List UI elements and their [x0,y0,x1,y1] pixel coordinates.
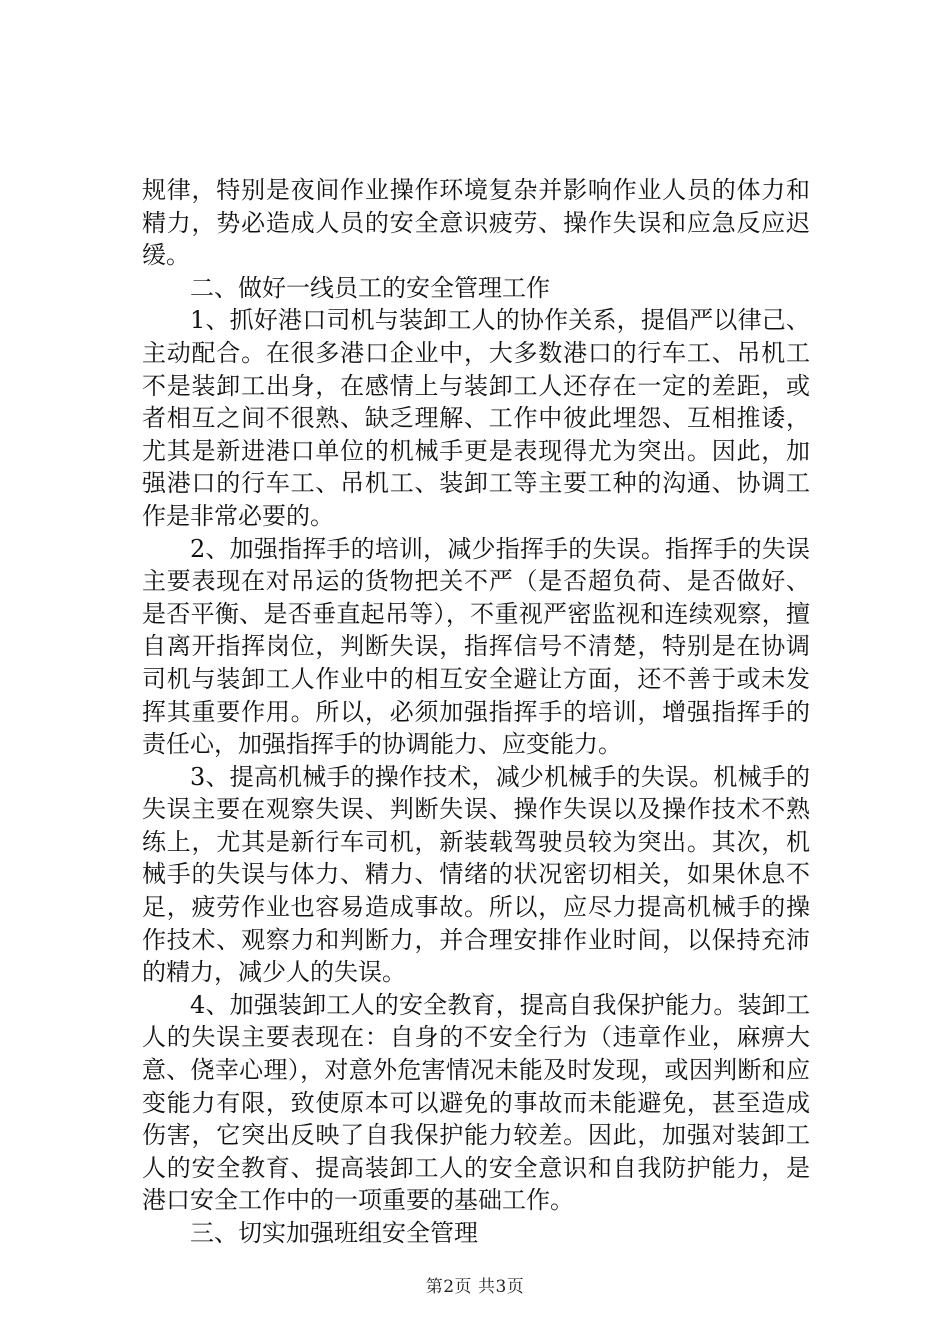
paragraph-continuation: 规律，特别是夜间作业操作环境复杂并影响作业人员的体力和精力，势必造成人员的安全意识疲劳、操作失误和应急反应迟缓。 [142,176,810,270]
page-footer: 第2页 共3页 [425,1277,525,1297]
section-heading-2: 二、做好一线员工的安全管理工作 [190,273,550,302]
paragraph-item-3: 3、提高机械手的操作技术，减少机械手的失误。机械手的失误主要在观察失误、判断失误、操作失误以及操作技术不熟练上，尤其是新行车司机，新装载驾驶员较为突出。其次，机械手的失误与体力、精力、情绪的状况密切相关，如果休息不足，疲劳作业也容易造成事故。所以，应尽力提高机械手的操作技术、观察力和判断力，并合理安排作业时间，以保持充沛的精力，减少人的失误。 [142,762,810,987]
paragraph-item-4: 4、加强装卸工人的安全教育，提高自我保护能力。装卸工人的失误主要表现在：自身的不安全行为（违章作业，麻痹大意、侥幸心理），对意外危害情况未能及时发现，或因判断和应变能力有限，致使原本可以避免的事故而未能避免，甚至造成伤害，它突出反映了自我保护能力较差。因此，加强对装卸工人的安全教育、提高装卸工人的安全意识和自我防护能力，是港口安全工作中的一项重要的基础工作。 [142,990,810,1215]
document-body [142,174,810,1250]
section-heading-3: 三、切实加强班组安全管理 [190,1219,478,1247]
paragraph-item-1: 1、抓好港口司机与装卸工人的协作关系，提倡严以律己、主动配合。在很多港口企业中，大多数港口的行车工、吊机工不是装卸工出身，在感情上与装卸工人还存在一定的差距，或者相互之间不很熟、缺乏理解、工作中彼此埋怨、互相推诿，尤其是新进港口单位的机械手更是表现得尤为突出。因此，加强港口的行车工、吊机工、装卸工等主要工种的沟通、协调工作是非常必要的。 [142,306,810,530]
paragraph-item-2: 2、加强指挥手的培训，减少指挥手的失误。指挥手的失误主要表现在对吊运的货物把关不严（是否超负荷、是否做好、是否平衡、是否垂直起吊等），不重视严密监视和连续观察，擅自离开指挥岗位，判断失误，指挥信号不清楚，特别是在协调司机与装卸工人作业中的相互安全避让方面，还不善于或未发挥其重要作用。所以，必须加强指挥手的培训，增强指挥手的责任心，加强指挥手的协调能力、应变能力。 [142,534,810,759]
